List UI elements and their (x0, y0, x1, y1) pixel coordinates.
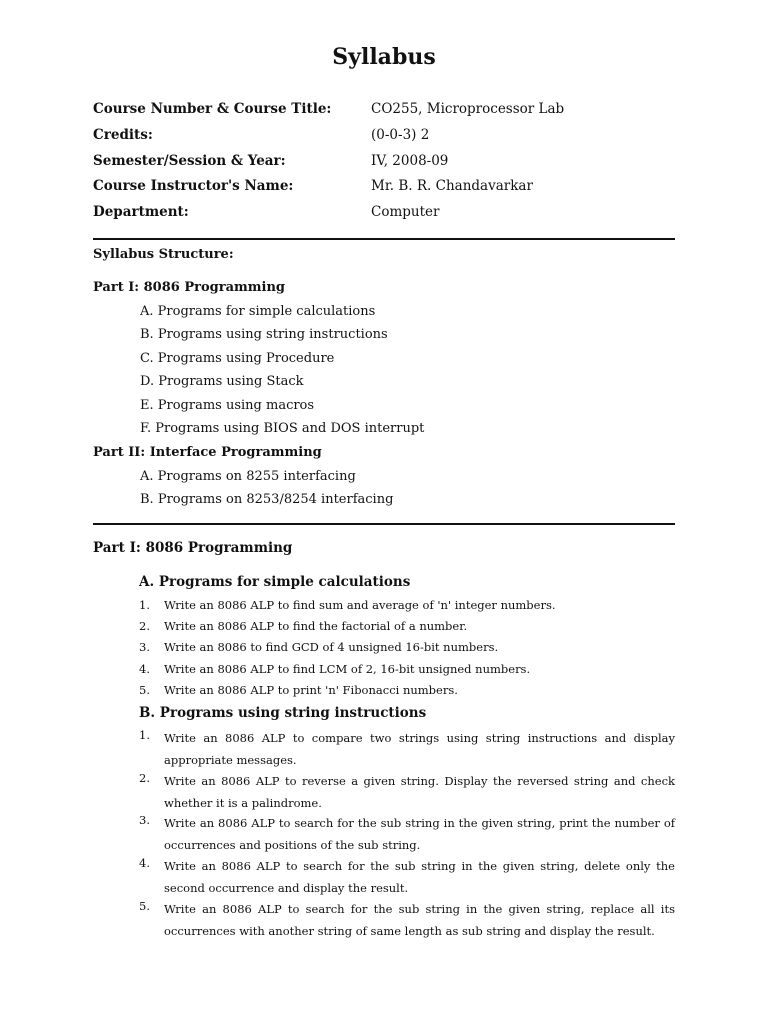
exercise-number: 2. (139, 771, 150, 785)
exercise-text: Write an 8086 ALP to search for the sub string in the given string, print the number of occurrences and positions of the sub string. (164, 816, 675, 852)
exercise-text: Write an 8086 ALP to compare two strings using string instructions and display appropriate messages. (164, 731, 675, 767)
exercise-number: 2. (139, 619, 150, 633)
page-title: Syllabus (332, 44, 436, 70)
exercise-number: 4. (139, 856, 150, 870)
exercise-number: 3. (139, 640, 150, 654)
info-label: Semester/Session & Year: (93, 153, 286, 169)
divider (93, 238, 675, 240)
exercise-number: 1. (139, 728, 150, 742)
info-label: Department: (93, 204, 189, 220)
structure-item: B. Programs using string instructions (140, 327, 388, 342)
exercise-text: Write an 8086 ALP to find the factorial of a number. (164, 619, 468, 633)
info-value: CO255, Microprocessor Lab (371, 101, 565, 117)
structure-item: A. Programs on 8255 interfacing (140, 469, 356, 484)
exercise-number: 5. (139, 899, 150, 913)
structure-item: F. Programs using BIOS and DOS interrupt (140, 421, 425, 436)
divider (93, 523, 675, 525)
exercise-number: 5. (139, 683, 150, 697)
part1-title: Part I: 8086 Programming (93, 280, 285, 295)
exercise-text: Write an 8086 ALP to find sum and average of 'n' integer numbers. (164, 598, 556, 612)
section-b-title: B. Programs using string instructions (139, 705, 427, 721)
details-heading: Part I: 8086 Programming (93, 540, 293, 556)
exercise-text: Write an 8086 ALP to print 'n' Fibonacci numbers. (164, 683, 458, 697)
exercise-number: 4. (139, 662, 150, 676)
structure-item: E. Programs using macros (140, 398, 315, 413)
info-label: Course Number & Course Title: (93, 101, 332, 117)
info-value: Computer (371, 204, 440, 220)
info-value: IV, 2008-09 (371, 153, 449, 169)
structure-item: A. Programs for simple calculations (140, 304, 376, 319)
exercise-text: Write an 8086 ALP to reverse a given string. Display the reversed string and check whether it is a palindrome. (164, 774, 675, 810)
info-value: (0-0-3) 2 (371, 127, 430, 143)
structure-item: D. Programs using Stack (140, 374, 304, 389)
info-value: Mr. B. R. Chandavarkar (371, 178, 533, 194)
structure-item: C. Programs using Procedure (140, 351, 335, 366)
info-label: Course Instructor's Name: (93, 178, 294, 194)
exercise-number: 1. (139, 598, 150, 612)
structure-item: B. Programs on 8253/8254 interfacing (140, 492, 394, 507)
exercise-text: Write an 8086 to find GCD of 4 unsigned 16-bit numbers. (164, 640, 499, 654)
section-a-title: A. Programs for simple calculations (139, 574, 411, 590)
structure-heading: Syllabus Structure: (93, 247, 234, 262)
exercise-text: Write an 8086 ALP to find LCM of 2, 16-bit unsigned numbers. (164, 662, 531, 676)
exercise-number: 3. (139, 813, 150, 827)
part2-title: Part II: Interface Programming (93, 445, 322, 460)
info-label: Credits: (93, 127, 153, 143)
exercise-text: Write an 8086 ALP to search for the sub string in the given string, replace all its occurrences with another string of same length as sub string and display the result. (164, 902, 675, 938)
exercise-text: Write an 8086 ALP to search for the sub string in the given string, delete only the second occurrence and display the result. (164, 859, 675, 895)
